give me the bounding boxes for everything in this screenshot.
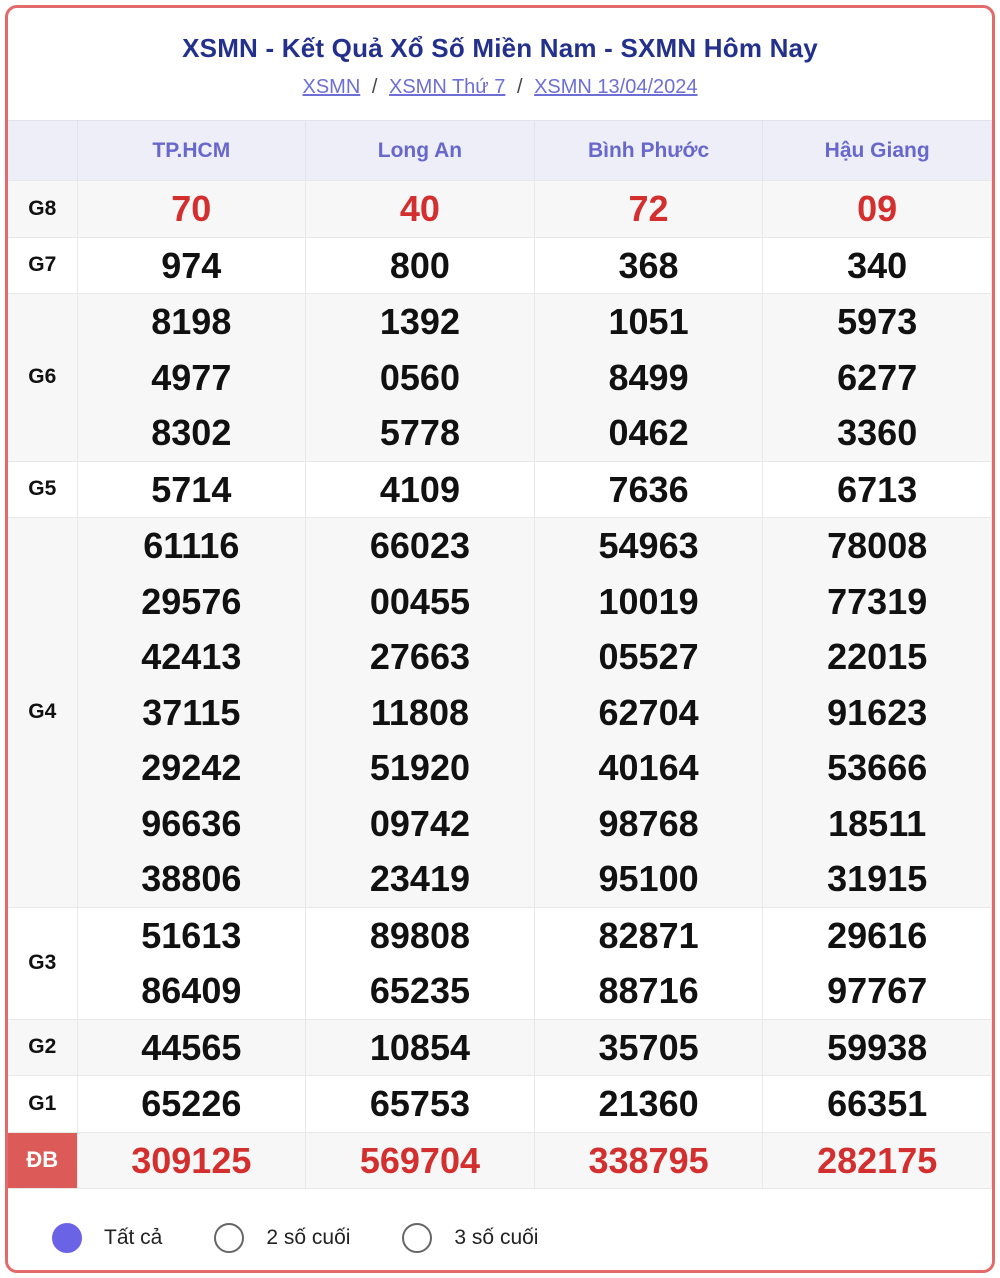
winning-number: 800 — [389, 244, 450, 286]
winning-number: 42413 — [141, 636, 242, 677]
breadcrumb-link-date[interactable]: XSMN 13/04/2024 — [534, 76, 698, 98]
winning-number: 4109 — [379, 468, 460, 510]
winning-number: 5778 — [379, 412, 460, 453]
winning-number: 6713 — [837, 468, 918, 510]
winning-number: 91623 — [827, 691, 928, 733]
filter-option-label: 3 số cuối — [454, 1225, 539, 1249]
prize-label: G6 — [8, 294, 77, 462]
winning-number: 65235 — [369, 970, 470, 1011]
prize-cell — [534, 294, 763, 462]
winning-number: 10019 — [598, 580, 699, 622]
winning-number: 88716 — [598, 970, 699, 1011]
prize-cell — [763, 461, 992, 518]
prize-cell — [77, 518, 306, 908]
breadcrumb — [8, 76, 992, 99]
winning-number: 51613 — [141, 914, 242, 956]
prize-row-g3 — [8, 907, 992, 1019]
province-header[interactable]: Bình Phước — [534, 121, 763, 181]
winning-number: 86409 — [141, 970, 242, 1011]
results-table — [8, 120, 992, 1189]
winning-number: 40164 — [598, 747, 699, 788]
prize-cell — [534, 1132, 763, 1189]
winning-number: 38806 — [141, 858, 242, 899]
prize-cell — [763, 294, 992, 462]
winning-number: 6277 — [837, 356, 918, 398]
winning-number: 4977 — [151, 356, 232, 398]
winning-number: 7636 — [608, 468, 689, 510]
prize-cell — [306, 1076, 535, 1133]
province-header[interactable]: TP.HCM — [77, 121, 306, 181]
winning-number: 97767 — [827, 970, 928, 1011]
winning-number: 0462 — [608, 412, 689, 453]
winning-number: 37115 — [142, 691, 241, 733]
corner-cell — [8, 121, 77, 181]
digit-filter — [8, 1189, 992, 1273]
prize-cell — [763, 907, 992, 1019]
prize-rows — [8, 181, 992, 1189]
winning-number: 00455 — [369, 580, 470, 622]
winning-number: 1051 — [608, 301, 689, 342]
winning-number: 18511 — [828, 802, 927, 844]
prize-cell — [534, 518, 763, 908]
breadcrumb-separator: / — [516, 76, 523, 98]
winning-number: 29242 — [141, 747, 242, 788]
province-header[interactable]: Hậu Giang — [763, 121, 992, 181]
prize-cell — [77, 461, 306, 518]
prize-label: G1 — [8, 1076, 77, 1133]
winning-number: 22015 — [827, 636, 928, 677]
prize-cell — [763, 181, 992, 238]
prize-cell — [763, 518, 992, 908]
page-title: XSMN - Kết Quả Xổ Số Miền Nam - SXMN Hôm Nay — [182, 33, 818, 63]
winning-number: 27663 — [369, 636, 470, 677]
prize-cell — [534, 907, 763, 1019]
prize-cell — [77, 1076, 306, 1133]
winning-number: 282175 — [817, 1139, 938, 1181]
results-card — [5, 5, 995, 1273]
winning-number: 8302 — [151, 412, 232, 453]
winning-number: 61116 — [143, 525, 240, 566]
winning-number: 78008 — [827, 525, 928, 566]
winning-number: 11808 — [370, 691, 469, 733]
winning-number: 65753 — [369, 1083, 470, 1124]
winning-number: 29576 — [141, 580, 242, 622]
winning-number: 09 — [857, 188, 898, 229]
winning-number: 1392 — [379, 301, 460, 342]
filter-option-label: Tất cả — [104, 1225, 163, 1249]
winning-number: 0560 — [379, 356, 460, 398]
prize-label: G2 — [8, 1019, 77, 1076]
radio-empty-icon[interactable] — [402, 1223, 432, 1253]
winning-number: 340 — [847, 244, 908, 286]
prize-cell — [306, 181, 535, 238]
prize-row-g7 — [8, 237, 992, 294]
winning-number: 66351 — [827, 1083, 928, 1124]
province-header[interactable]: Long An — [306, 121, 535, 181]
filter-option-last-2[interactable] — [214, 1223, 350, 1253]
breadcrumb-link-xsmn[interactable]: XSMN — [302, 76, 361, 98]
winning-number: 09742 — [369, 802, 470, 844]
prize-row-đb — [8, 1132, 992, 1189]
winning-number: 77319 — [827, 580, 928, 622]
prize-cell — [534, 461, 763, 518]
winning-number: 5714 — [151, 468, 232, 510]
winning-number: 23419 — [369, 858, 470, 899]
winning-number: 40 — [399, 188, 440, 229]
prize-row-g1 — [8, 1076, 992, 1133]
prize-label: ĐB — [8, 1132, 77, 1189]
winning-number: 59938 — [827, 1026, 928, 1068]
winning-number: 62704 — [598, 691, 699, 733]
prize-cell — [306, 1019, 535, 1076]
winning-number: 35705 — [598, 1026, 699, 1068]
results-header — [8, 8, 992, 120]
prize-cell — [306, 294, 535, 462]
winning-number: 10854 — [369, 1026, 470, 1068]
filter-option-all[interactable] — [52, 1223, 162, 1253]
winning-number: 82871 — [598, 914, 699, 956]
prize-row-g6 — [8, 294, 992, 462]
filter-option-last-3[interactable] — [402, 1223, 538, 1253]
winning-number: 5973 — [837, 301, 918, 342]
winning-number: 66023 — [369, 525, 470, 566]
winning-number: 569704 — [359, 1139, 480, 1181]
prize-cell — [306, 237, 535, 294]
prize-row-g8 — [8, 181, 992, 238]
prize-cell — [306, 461, 535, 518]
prize-cell — [534, 1076, 763, 1133]
winning-number: 65226 — [141, 1083, 242, 1124]
winning-number: 8499 — [608, 356, 689, 398]
winning-number: 368 — [618, 244, 679, 286]
radio-selected-icon[interactable] — [52, 1223, 82, 1253]
winning-number: 89808 — [369, 914, 470, 956]
winning-number: 53666 — [827, 747, 928, 788]
prize-cell — [763, 1019, 992, 1076]
winning-number: 98768 — [598, 802, 699, 844]
winning-number: 3360 — [837, 412, 918, 453]
prize-cell — [306, 1132, 535, 1189]
prize-label: G8 — [8, 181, 77, 238]
winning-number: 31915 — [827, 858, 928, 899]
winning-number: 54963 — [598, 525, 699, 566]
prize-cell — [77, 1132, 306, 1189]
winning-number: 974 — [161, 244, 222, 286]
breadcrumb-separator: / — [371, 76, 378, 98]
winning-number: 05527 — [598, 636, 699, 677]
prize-row-g2 — [8, 1019, 992, 1076]
breadcrumb-link-weekday[interactable]: XSMN Thứ 7 — [388, 76, 506, 98]
winning-number: 44565 — [141, 1026, 242, 1068]
winning-number: 8198 — [151, 301, 232, 342]
prize-cell — [534, 181, 763, 238]
prize-cell — [763, 237, 992, 294]
filter-option-label: 2 số cuối — [266, 1225, 351, 1249]
prize-cell — [77, 294, 306, 462]
winning-number: 29616 — [827, 914, 928, 956]
prize-label: G4 — [8, 518, 77, 908]
prize-label: G5 — [8, 461, 77, 518]
prize-cell — [77, 907, 306, 1019]
prize-cell — [306, 518, 535, 908]
province-header-row — [8, 121, 992, 181]
winning-number: 21360 — [598, 1083, 699, 1124]
prize-label: G3 — [8, 907, 77, 1019]
prize-cell — [77, 1019, 306, 1076]
winning-number: 96636 — [141, 802, 242, 844]
prize-row-g5 — [8, 461, 992, 518]
winning-number: 70 — [171, 188, 212, 229]
prize-cell — [77, 237, 306, 294]
prize-cell — [306, 907, 535, 1019]
winning-number: 95100 — [598, 858, 699, 899]
winning-number: 338795 — [588, 1139, 709, 1181]
prize-row-g4 — [8, 518, 992, 908]
prize-cell — [763, 1076, 992, 1133]
prize-cell — [763, 1132, 992, 1189]
radio-empty-icon[interactable] — [214, 1223, 244, 1253]
prize-cell — [534, 237, 763, 294]
prize-cell — [77, 181, 306, 238]
prize-cell — [534, 1019, 763, 1076]
winning-number: 72 — [628, 188, 669, 229]
winning-number: 309125 — [131, 1139, 252, 1181]
prize-label: G7 — [8, 237, 77, 294]
winning-number: 51920 — [369, 747, 470, 788]
